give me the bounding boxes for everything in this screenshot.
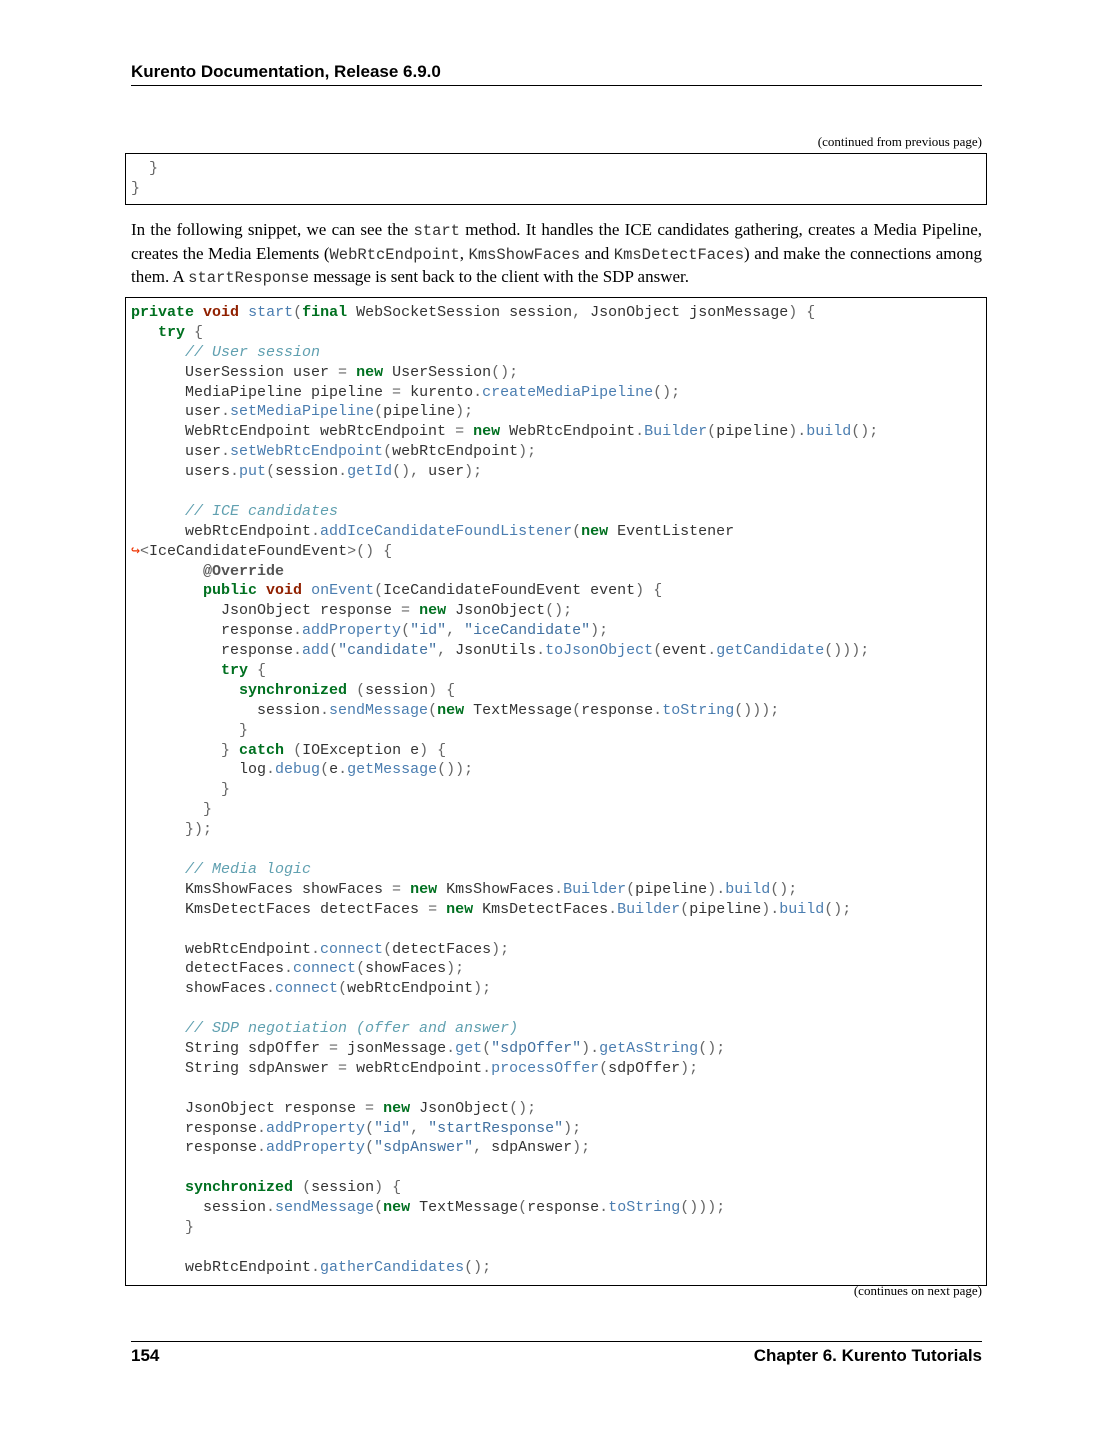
code-line: // User session (185, 343, 321, 361)
code-line: webRtcEndpoint.addIceCandidateFoundListener(new EventListener (131, 522, 735, 540)
code-line: @Override (203, 562, 285, 580)
inline-code: KmsDetectFaces (613, 245, 745, 264)
inline-code: KmsShowFaces (468, 245, 581, 264)
code-line: ↪<IceCandidateFoundEvent>() { (131, 542, 393, 560)
code-line: try { (158, 323, 204, 341)
paragraph-text: ) and make the connections among them. A (131, 243, 982, 286)
paragraph-text: and (580, 243, 614, 263)
paragraph-text: method. It handles the ICE candidates gathering, creates a Media Pipeline, creates the Media Elements ( (131, 220, 982, 263)
running-header-title: Kurento Documentation, Release 6.9.0 (131, 62, 441, 81)
code-line (131, 999, 986, 1019)
code-line: KmsShowFaces showFaces = new KmsShowFaces.Builder(pipeline).build(); (131, 880, 798, 898)
inline-code: WebRtcEndpoint (329, 245, 460, 264)
code-line (131, 1079, 986, 1099)
code-line: user.setWebRtcEndpoint(webRtcEndpoint); (131, 443, 537, 461)
code-line: webRtcEndpoint.gatherCandidates(); (131, 1258, 492, 1276)
continues-on-note: (continues on next page) (853, 1283, 982, 1298)
code-line: response.addProperty("sdpAnswer", sdpAnswer); (131, 1139, 591, 1157)
code-line (131, 1238, 986, 1258)
code-line: session.sendMessage(new TextMessage(response.toString())); (131, 701, 780, 719)
code-line: // ICE candidates (185, 502, 339, 520)
code-line: String sdpAnswer = webRtcEndpoint.processOffer(sdpOffer); (131, 1059, 699, 1077)
code-block-continued (125, 153, 987, 205)
code-line: showFaces.connect(webRtcEndpoint); (131, 980, 492, 998)
page-number: 154 (131, 1346, 160, 1365)
paragraph-text: , (459, 243, 469, 263)
code-line (131, 920, 986, 940)
code-line: private void start(final WebSocketSession session, JsonObject jsonMessage) { (131, 304, 816, 321)
code-line: KmsDetectFaces detectFaces = new KmsDetectFaces.Builder(pipeline).build(); (131, 900, 852, 918)
paragraph-text: message is sent back to the client with the SDP answer. (309, 267, 689, 286)
code-line: JsonObject response = new JsonObject(); (131, 1099, 537, 1117)
code-line (131, 840, 986, 860)
code-line: } catch (IOException e) { (221, 741, 447, 759)
body-paragraph (131, 219, 982, 290)
code-line: JsonObject response = new JsonObject(); (131, 602, 573, 620)
code-line: try { (221, 662, 267, 680)
inline-code: startResponse (188, 269, 310, 287)
code-line: } (239, 721, 249, 739)
continued-from-note: (continued from previous page) (817, 134, 982, 149)
code-line: detectFaces.connect(showFaces); (131, 960, 465, 978)
code-line: webRtcEndpoint.connect(detectFaces); (131, 940, 510, 958)
code-line: public void onEvent(IceCandidateFoundEvent event) { (203, 582, 663, 600)
code-line: // SDP negotiation (offer and answer) (185, 1020, 519, 1038)
code-line: } (185, 1218, 195, 1236)
code-line: } (203, 801, 213, 819)
code-line: response.addProperty("id", "startResponse"); (131, 1119, 582, 1137)
code-line: WebRtcEndpoint webRtcEndpoint = new WebRtcEndpoint.Builder(pipeline).build(); (131, 423, 879, 441)
code-line (131, 482, 986, 502)
code-line: synchronized (session) { (185, 1179, 402, 1197)
code-line: } (221, 781, 231, 799)
code-block-start-method (125, 297, 987, 1286)
code-line: }); (185, 821, 213, 839)
code-line: response.addProperty("id", "iceCandidate"); (131, 622, 609, 640)
code-line: // Media logic (185, 860, 312, 878)
code-line: String sdpOffer = jsonMessage.get("sdpOffer").getAsString(); (131, 1039, 726, 1057)
footer-rule (131, 1341, 982, 1342)
code-line: synchronized (session) { (239, 681, 456, 699)
header-rule (131, 85, 982, 86)
code-line: response.add("candidate", JsonUtils.toJsonObject(event.getCandidate())); (131, 642, 870, 660)
paragraph-text: In the following snippet, we can see the (131, 220, 414, 239)
code-line: } (149, 160, 159, 177)
code-line: session.sendMessage(new TextMessage(response.toString())); (131, 1199, 726, 1217)
code-line: user.setMediaPipeline(pipeline); (131, 403, 474, 421)
code-line: users.put(session.getId(), user); (131, 463, 483, 481)
inline-code: start (413, 222, 460, 240)
code-line: log.debug(e.getMessage()); (131, 761, 474, 779)
code-line (131, 1158, 986, 1178)
code-line: MediaPipeline pipeline = kurento.createMediaPipeline(); (131, 383, 681, 401)
code-line: } (131, 179, 141, 197)
code-line: UserSession user = new UserSession(); (131, 363, 519, 381)
chapter-title: Chapter 6. Kurento Tutorials (753, 1346, 982, 1365)
